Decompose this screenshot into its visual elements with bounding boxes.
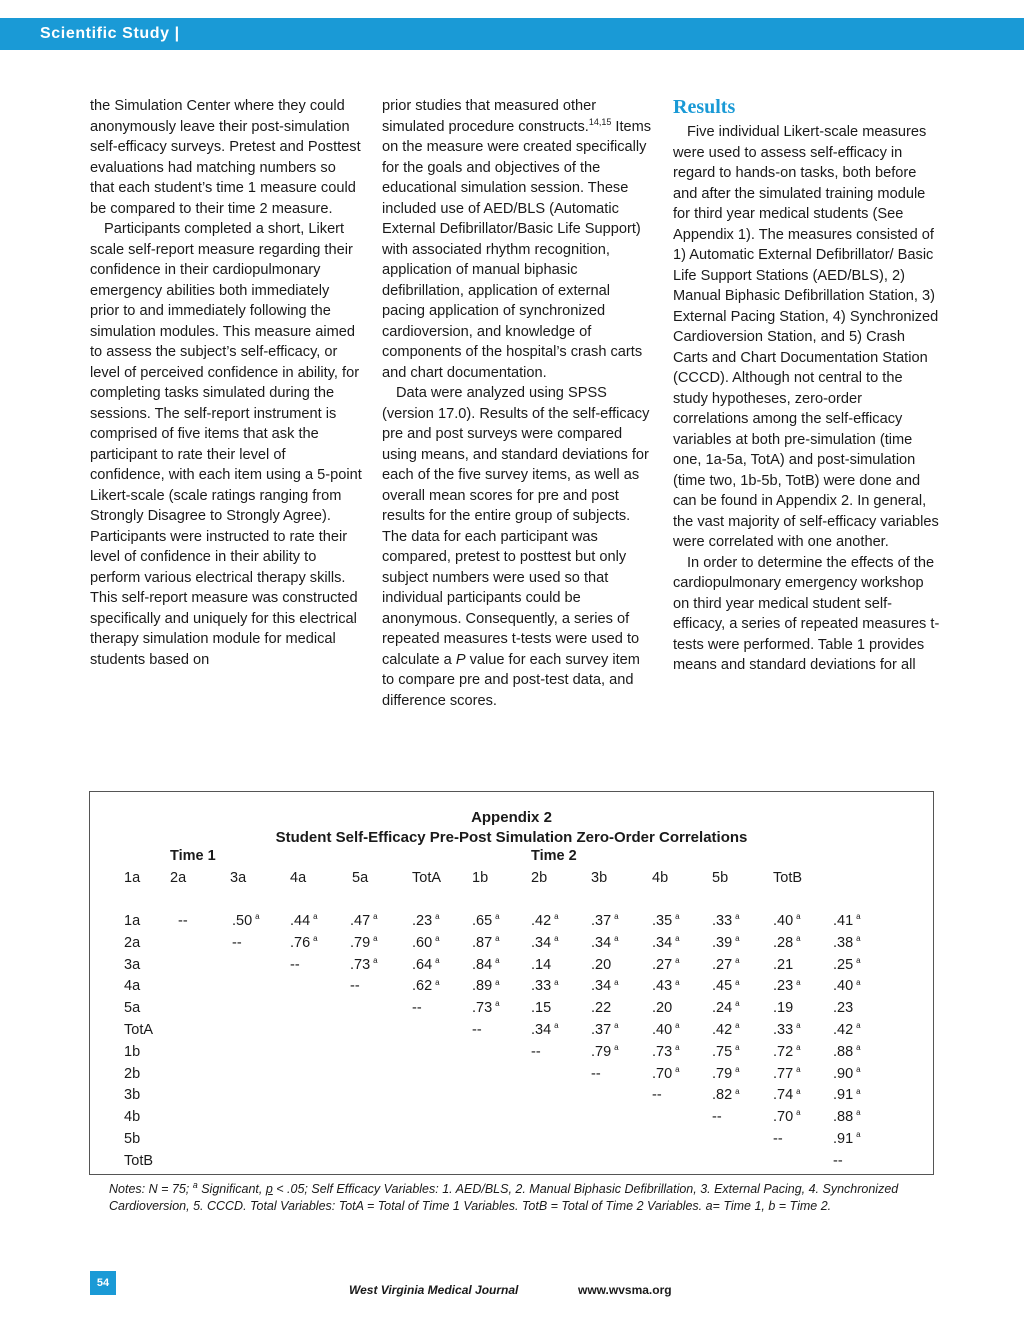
col3-paragraph-2: In order to determine the effects of the cardiopulmonary emergency workshop on third year medical student self-efficacy, a series of repeated measures t-tests were performed. Table 1 provides means and standard deviations for all bbox=[673, 554, 940, 673]
table-cell: .65 $^a$ bbox=[472, 912, 500, 929]
table-cell: .27 $^a$ bbox=[712, 955, 740, 973]
column-header: TotB bbox=[773, 870, 803, 886]
table-cell: .91 $^a$ bbox=[833, 1086, 861, 1104]
column-header: 2b bbox=[531, 870, 548, 886]
column-header: 5b bbox=[712, 870, 729, 886]
table-cell: .88 $^a$ bbox=[833, 1042, 861, 1060]
table-cell: .37 $^a$ bbox=[591, 1021, 619, 1038]
table-cell: .24 $^a$ bbox=[712, 999, 740, 1017]
table-cell: .44 $^a$ bbox=[290, 912, 318, 929]
row-label: 4a bbox=[124, 978, 141, 995]
table-cell: .76 $^a$ bbox=[290, 933, 318, 951]
table-cell: .50 $^a$ bbox=[232, 912, 260, 929]
table-cell: .28 $^a$ bbox=[773, 933, 801, 951]
column-header: 3a bbox=[230, 870, 247, 886]
col1-paragraph-2: Participants completed a short, Likert scale self-report measure regarding their confidence in their cardiopulmonary emergency abilities both immediately prior to and immediately following the simulation modules. This measure aimed to assess the subject’s self-efficacy, or level of perceived confidence in ability, for completing tasks simulated during the sessions. The self-report instrument is comprised of five items that ask the participant to rate their level of confidence, with each item using a 5-point Likert-scale (scale ratings ranging from Strongly Disagree to Strongly Agree). Participants were instructed to rate their level of confidence in their ability to perform various electrical therapy skills. This self-report measure was constructed specifically and uniquely for this electrical therapy simulation module for medical students based on bbox=[90, 221, 362, 668]
column-header: 2a bbox=[170, 870, 187, 886]
table-cell: .41 $^a$ bbox=[833, 912, 861, 929]
column-header: TotA bbox=[412, 870, 442, 886]
table-cell: .42 $^a$ bbox=[833, 1021, 861, 1038]
row-label: 1a bbox=[124, 913, 141, 929]
column-header: 1b bbox=[472, 870, 489, 886]
col2-paragraph-1: prior studies that measured other simulated procedure constructs.$^{14,15}$ Items on the measure were created specifically for the goals and objectives of the educational simulation session. These included use of AED/BLS (Automatic External Defibrillator/Basic Life Support) with associated rhythm recognition, application of manual biphasic defibrillation, application of external pacing application of synchronized cardioversion, and knowledge of components of the hospital’s crash carts and chart documentation. bbox=[382, 98, 652, 381]
table-cell: .38 $^a$ bbox=[833, 933, 861, 951]
table-cell: -- bbox=[350, 978, 360, 995]
table-cell: .73 $^a$ bbox=[472, 999, 500, 1017]
table-notes: Notes: N = 75; $^a$ Significant, p < .05; Self Efficacy Variables: 1. AED/BLS, 2. Manual Biphasic Defibrillation, 3. External Pacing, 4. Synchronized Cardioversion, 5. CCCD. Total Variables: TotA = Total of Time 1 Variables. TotB = Total of Time 2 Variables. a= Time 1, b = Time 2. bbox=[109, 1179, 899, 1213]
table-cell: .42 $^a$ bbox=[531, 912, 559, 929]
table-cell: -- bbox=[412, 1000, 422, 1017]
table-cell: -- bbox=[232, 934, 242, 951]
time2-label: Time 2 bbox=[531, 848, 577, 864]
table-cell: .60 $^a$ bbox=[412, 933, 440, 951]
row-label: TotA bbox=[124, 1022, 154, 1038]
citation: 14,15 bbox=[588, 116, 612, 127]
row-label: 2b bbox=[124, 1065, 141, 1082]
table-cell: .91 $^a$ bbox=[833, 1130, 861, 1147]
table-cell: .20 bbox=[591, 956, 612, 973]
page-number: 54 bbox=[90, 1271, 116, 1295]
table-cell: .89 $^a$ bbox=[472, 977, 500, 995]
table-cell: .79 $^a$ bbox=[591, 1042, 619, 1060]
table-cell: .42 $^a$ bbox=[712, 1021, 740, 1038]
footer-url: www.wvsma.org bbox=[578, 1283, 672, 1297]
column-2 bbox=[382, 96, 654, 711]
table-cell: -- bbox=[652, 1087, 662, 1104]
row-label: 4b bbox=[124, 1109, 141, 1126]
col1-paragraph-1: the Simulation Center where they could anonymously leave their post-simulation self-efficacy surveys. Pretest and Posttest evaluations had matching numbers so that each student’s time 1 measure could be compared to their time 2 measure. bbox=[90, 98, 361, 217]
results-heading: Results bbox=[673, 96, 736, 118]
table-title: Appendix 2 Student Self-Efficacy Pre-Post Simulation Zero-Order Correlations bbox=[90, 808, 933, 848]
row-label: 3b bbox=[124, 1087, 141, 1104]
table-cell: .22 bbox=[591, 1000, 612, 1017]
table-cell: .40 $^a$ bbox=[773, 912, 801, 929]
table-cell: .37 $^a$ bbox=[591, 912, 619, 929]
table-cell: .87 $^a$ bbox=[472, 933, 500, 951]
table-cell: -- bbox=[833, 1152, 843, 1169]
header-bar bbox=[0, 18, 1024, 50]
table-cell: -- bbox=[531, 1043, 541, 1060]
table-cell: .39 $^a$ bbox=[712, 933, 740, 951]
table-cell: .43 $^a$ bbox=[652, 977, 680, 995]
col3-paragraph-1: Five individual Likert-scale measures were used to assess self-efficacy in regard to hands-on tasks, both before and after the simulated training module for third year medical students (See Appendix 1). The measures consisted of 1) Automatic External Defibrillator/ Basic Life Support Stations (AED/BLS), 2) Manual Biphasic Defibrillation Station, 3) External Pacing Station, 4) Synchronized Cardioversion Station, and 5) Crash Carts and Chart Documentation Station (CCCD). Although not central to the study hypotheses, zero-order correlations among the self-efficacy variables at both pre-simulation (time one, 1a-5a, TotA) and post-simulation (time two, 1b-5b, TotB) were done and can be found in Appendix 2. In general, the vast majority of self-efficacy variables were correlated with one another. bbox=[673, 124, 939, 550]
table-cell: .77 $^a$ bbox=[773, 1064, 801, 1082]
table-cell: -- bbox=[178, 913, 188, 929]
table-cell: -- bbox=[591, 1065, 601, 1082]
column-header: 4b bbox=[652, 870, 669, 886]
row-label: TotB bbox=[124, 1152, 154, 1169]
table-cell: -- bbox=[773, 1131, 783, 1147]
row-label: 5b bbox=[124, 1131, 141, 1147]
table-cell: .23 bbox=[833, 1000, 854, 1017]
table-cell: .73 $^a$ bbox=[350, 955, 378, 973]
table-cell: .33 $^a$ bbox=[712, 912, 740, 929]
table-cell: .33 $^a$ bbox=[531, 977, 559, 995]
table-cell: .62 $^a$ bbox=[412, 977, 440, 995]
table-cell: .40 $^a$ bbox=[652, 1021, 680, 1038]
table-cell: .70 $^a$ bbox=[773, 1108, 801, 1126]
table-cell: .34 $^a$ bbox=[652, 933, 680, 951]
table-cell: .34 $^a$ bbox=[591, 933, 619, 951]
column-1 bbox=[90, 96, 362, 670]
table-cell: .23 $^a$ bbox=[773, 977, 801, 995]
table-cell: .34 $^a$ bbox=[591, 977, 619, 995]
column-header: 1a bbox=[124, 870, 141, 886]
correlation-table bbox=[89, 791, 934, 1175]
table-cell: .79 $^a$ bbox=[350, 933, 378, 951]
table-cell: .34 $^a$ bbox=[531, 933, 559, 951]
table-cell: .74 $^a$ bbox=[773, 1086, 801, 1104]
table-cell: .73 $^a$ bbox=[652, 1042, 680, 1060]
table-cell: .27 $^a$ bbox=[652, 955, 680, 973]
table-cell: .79 $^a$ bbox=[712, 1064, 740, 1082]
table-cell: -- bbox=[290, 956, 300, 973]
table-cell: .34 $^a$ bbox=[531, 1021, 559, 1038]
footer-journal: West Virginia Medical Journal bbox=[349, 1283, 519, 1297]
table-cell: .15 bbox=[531, 1000, 552, 1017]
row-label: 5a bbox=[124, 1000, 141, 1017]
column-3 bbox=[673, 96, 941, 676]
row-label: 2a bbox=[124, 934, 141, 951]
column-header: 4a bbox=[290, 870, 307, 886]
time1-label: Time 1 bbox=[170, 848, 216, 864]
table-cell: .25 $^a$ bbox=[833, 955, 861, 973]
table-cell: .19 bbox=[773, 1000, 794, 1017]
table-cell: .33 $^a$ bbox=[773, 1021, 801, 1038]
column-header: 3b bbox=[591, 870, 608, 886]
table-cell: .70 $^a$ bbox=[652, 1064, 680, 1082]
table-cell: .21 bbox=[773, 956, 794, 973]
table-subtitle: Student Self-Efficacy Pre-Post Simulation Zero-Order Correlations bbox=[275, 829, 748, 846]
table-cell: .90 $^a$ bbox=[833, 1064, 861, 1082]
table-cell: -- bbox=[712, 1109, 722, 1126]
table-cell: -- bbox=[472, 1022, 482, 1038]
table-cell: .72 $^a$ bbox=[773, 1042, 801, 1060]
table-cell: .84 $^a$ bbox=[472, 955, 500, 973]
table-cell: .45 $^a$ bbox=[712, 977, 740, 995]
table-cell: .14 bbox=[531, 956, 552, 973]
table-cell: .23 $^a$ bbox=[412, 912, 440, 929]
table-cell: .82 $^a$ bbox=[712, 1086, 740, 1104]
table-cell: .35 $^a$ bbox=[652, 912, 680, 929]
table-cell: .20 bbox=[652, 1000, 673, 1017]
row-label: 3a bbox=[124, 956, 141, 973]
section-label: Scientific Study | bbox=[40, 25, 180, 42]
col2-paragraph-2: Data were analyzed using SPSS (version 17.0). Results of the self-efficacy pre and post surveys were compared using means, and standard deviations for each of the five survey items, as well as overall mean scores for pre and post results for the entire group of subjects. The data for each participant was compared, pretest to posttest but only subject numbers were used so that individual participants could be anonymous. Consequently, a series of repeated measures t-tests were used to calculate a P value for each survey item to compare pre and post-test data, and difference scores. bbox=[382, 385, 650, 709]
column-header: 5a bbox=[352, 870, 369, 886]
table-cell: .40 $^a$ bbox=[833, 977, 861, 995]
table-cell: .64 $^a$ bbox=[412, 955, 440, 973]
table-cell: .88 $^a$ bbox=[833, 1108, 861, 1126]
row-label: 1b bbox=[124, 1043, 141, 1060]
table-cell: .75 $^a$ bbox=[712, 1042, 740, 1060]
table-cell: .47 $^a$ bbox=[350, 912, 378, 929]
